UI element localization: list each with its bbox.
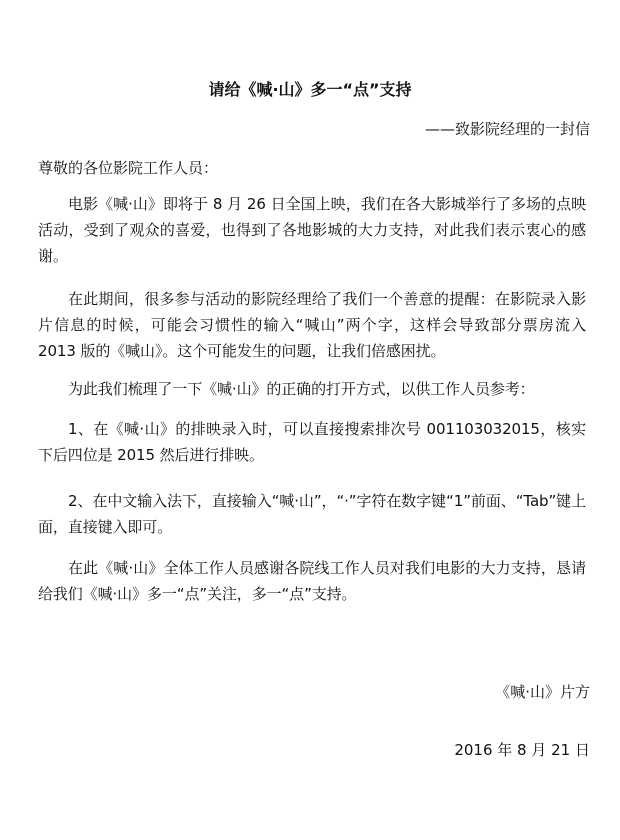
paragraph-screenings: 电影《喊·山》即将于 8 月 26 日全国上映，我们在各大影城举行了多场的点映活动，受到了观众的喜爱，也得到了各地影城的大力支持，对此我们表示衷心的感谢。 bbox=[38, 195, 586, 265]
letter-title: 请给《喊·山》多一“点”支持 bbox=[208, 80, 412, 99]
paragraph-step-2: 2、在中文输入法下，直接输入“喊·山”，“·”字符在数字键“1”前面、“Tab”键上面，直接键入即可。 bbox=[38, 492, 586, 536]
letter-greeting: 尊敬的各位影院工作人员： bbox=[38, 159, 219, 177]
letter-signature: 《喊·山》片方 bbox=[495, 683, 590, 701]
paragraph-reminder: 在此期间，很多参与活动的影院经理给了我们一个善意的提醒：在影院录入影片信息的时候，可能会习惯性的输入“喊山”两个字，这样会导致部分票房流入 2013 版的《喊山》。这个可能发生的问题，让我们倍感困扰。 bbox=[38, 290, 586, 360]
letter-subtitle: ——致影院经理的一封信 bbox=[424, 120, 590, 138]
paragraph-thanks: 在此《喊·山》全体工作人员感谢各院线工作人员对我们电影的大力支持，恳请给我们《喊·山》多一“点”关注，多一“点”支持。 bbox=[38, 559, 586, 603]
paragraph-instructions-intro: 为此我们梳理了一下《喊·山》的正确的打开方式，以供工作人员参考： bbox=[68, 380, 535, 398]
paragraph-step-1: 1、在《喊·山》的排映录入时，可以直接搜索排次号 001103032015，核实下后四位是 2015 然后进行排映。 bbox=[38, 420, 586, 464]
letter-date: 2016 年 8 月 21 日 bbox=[454, 741, 590, 759]
